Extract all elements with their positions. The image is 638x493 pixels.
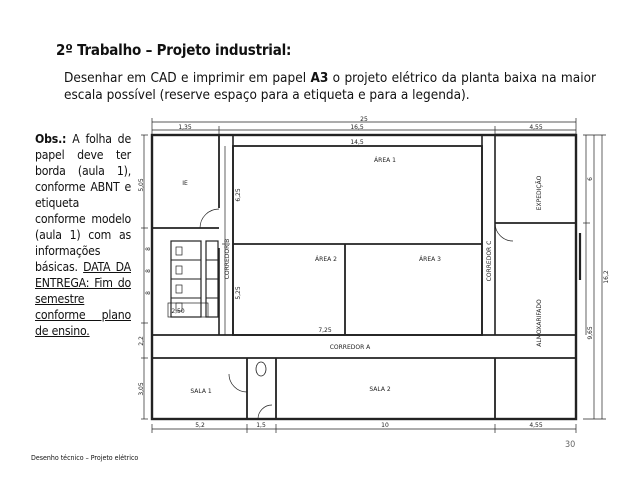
room-corredor-b: CORREDOR B (224, 238, 231, 280)
floor-plan-drawing (140, 113, 612, 440)
footer-text: Desenho técnico – Projeto elétrico (31, 454, 139, 462)
assignment-description: Desenhar em CAD e imprimir em papel A3 o projeto elétrico da planta baixa na maior escala possível (reserve espaço para a etiqueta e para a legenda). (64, 70, 596, 103)
dim-top-total: 25 (360, 116, 368, 123)
room-ie: IE (182, 180, 188, 187)
room-almoxarifado: ALMOXARIFADO (536, 299, 543, 347)
dim-inner-bottom: 7,25 (318, 327, 332, 334)
dim-bottom-1: 5,2 (195, 422, 205, 429)
dim-left-2: 8 (145, 247, 152, 251)
room-sala-2: SALA 2 (369, 386, 391, 393)
room-corredor-a: CORREDOR A (329, 344, 371, 351)
dim-top-right: 4,55 (529, 124, 543, 131)
observation-note: Obs.: A folha de papel deve ter borda (aula 1), conforme ABNT e etiqueta conforme modelo (aula 1) com as informações básicas. DATA DA ENTREGA: Fim do semestre conforme plano de ensino. (35, 132, 131, 338)
dim-left-1: 5,05 (138, 178, 145, 192)
assignment-heading: 2º Trabalho – Projeto industrial: (56, 41, 292, 59)
room-area-1: ÁREA 1 (374, 157, 396, 164)
dim-left-4: 8 (145, 291, 152, 295)
dim-right-2: 16,2 (603, 270, 610, 284)
dim-left-3: 8 (145, 269, 152, 273)
dim-bottom-3: 10 (381, 422, 389, 429)
room-area-3: ÁREA 3 (419, 256, 441, 263)
dim-inner-left-1: 6,25 (235, 188, 242, 202)
dim-inner-top: 14,5 (350, 139, 364, 146)
dim-bottom-4: 4,55 (529, 422, 543, 429)
dim-left-6: 3,05 (138, 382, 145, 396)
dim-right-1: 6 (587, 177, 594, 181)
dim-left-5: 2,2 (138, 336, 145, 346)
dim-wc: 2,50 (171, 308, 185, 315)
room-area-2: ÁREA 2 (315, 256, 337, 263)
room-corredor-c: CORREDOR C (486, 240, 493, 282)
page-number: 30 (565, 440, 576, 450)
dim-bottom-2: 1,5 (256, 422, 266, 429)
dim-top-left: 1,35 (178, 124, 192, 131)
room-sala-1: SALA 1 (190, 388, 212, 395)
room-expedicao: EXPEDIÇÃO (536, 175, 543, 211)
dim-right-3: 9,65 (587, 326, 594, 340)
dim-inner-left-2: 5,25 (235, 286, 242, 300)
dim-top-middle: 16,5 (350, 124, 364, 131)
